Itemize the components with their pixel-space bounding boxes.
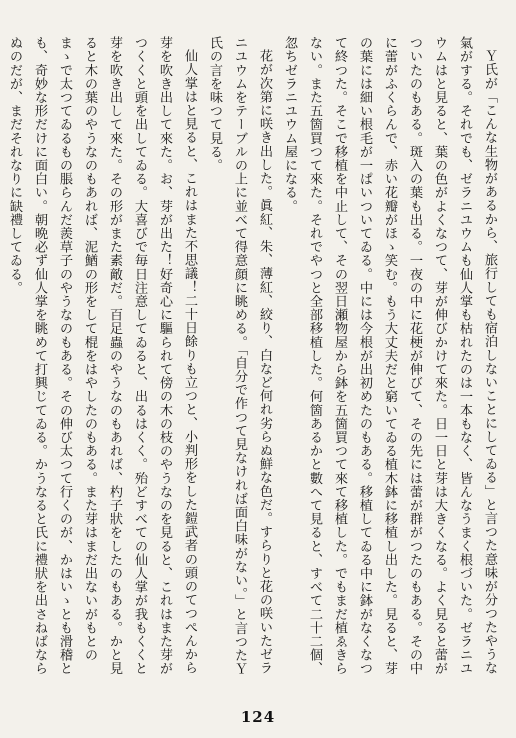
paragraph-2: 花が次第に咲き出した。眞紅、朱、薄紅、絞り、白など何れ劣らぬ鮮な色だ。すらりと花の咲いたゼラニユウムをテーブルの上に並べて得意顔に眺める。「自分で作つて見なければ面白味がない。」と言つたＹ氏の言を味つて見る。 xyxy=(207,36,272,676)
paragraph-1: Ｙ氏が「こんな生物があるから、旅行しても宿泊しないことにしてゐる」と言つた意味が分つたやうな氣がする。それでも、ゼラニユウムも仙人掌も枯れたのは一本もなく、皆んなうまく根づいた。ゼラニユウムはと見ると、葉の色がよくなつて、芽が伸びかけて來た。日一日と芽は大きくなる。よく見ると蕾がついたのもある。斑入の葉も出る。一夜の中に花梗が伸びて、その先には蕾が群がつたのもある。その中に蕾がふくらんで、赤い花瓣がほゝ笑む。もう大丈夫だと窮いてゐる植木鉢に移植し出した。見ると、芽の葉には細い根毛が一ぱいついてゐる。中には今根が出初めたのもある。移植してゐる中に鉢がなくなつて終つた。そこで移植を中止して、その翌日瀬物屋から鉢を五箇買つて來て移植した。でもまだ植ゑきらない。また五箇買つて來た。それでやつと全部移植した。何箇あるかと數へて見ると、すべて二十二個、忽ちゼラニユウム屋になる。 xyxy=(282,36,497,676)
vertical-text-block xyxy=(2,36,502,676)
page-number: 124 xyxy=(240,708,276,726)
paragraph-3: 仙人掌はと見ると、これはまた不思議！二十日餘りも立つと、小判形をした鎧武者の頭のてつぺんから芽を吹き出して來た。お、芽が出た！好奇心に驅られて傍の木の枝のやうなのを見ると、これはまた芽がつくくと頭を出してゐる。大喜びで毎日注意してゐると、出るはくく。殆どすべての仙人掌が我もくくと芽を吹き出して來た。その形がまた素敵だ。百足蟲のやうなのもあれば、杓子狀をしたのもある。かと見ると木の葉のやうなのもあれば、泥鰌の形をして棍をはやしたのもある。また芽はまだ出ないがもとのまゝで太つてゐるもの脹らんだ羨草子のやうなのもある。その伸び太つて行くのが、かはいゝとも滑稽とも、奇妙な形だけに面白い。朝晩必ず仙人掌を眺めて打興じてゐる。かうなると氏に禮狀を出さねばならぬのだが、まだそれなりに缺禮してゐる。 xyxy=(7,36,197,676)
